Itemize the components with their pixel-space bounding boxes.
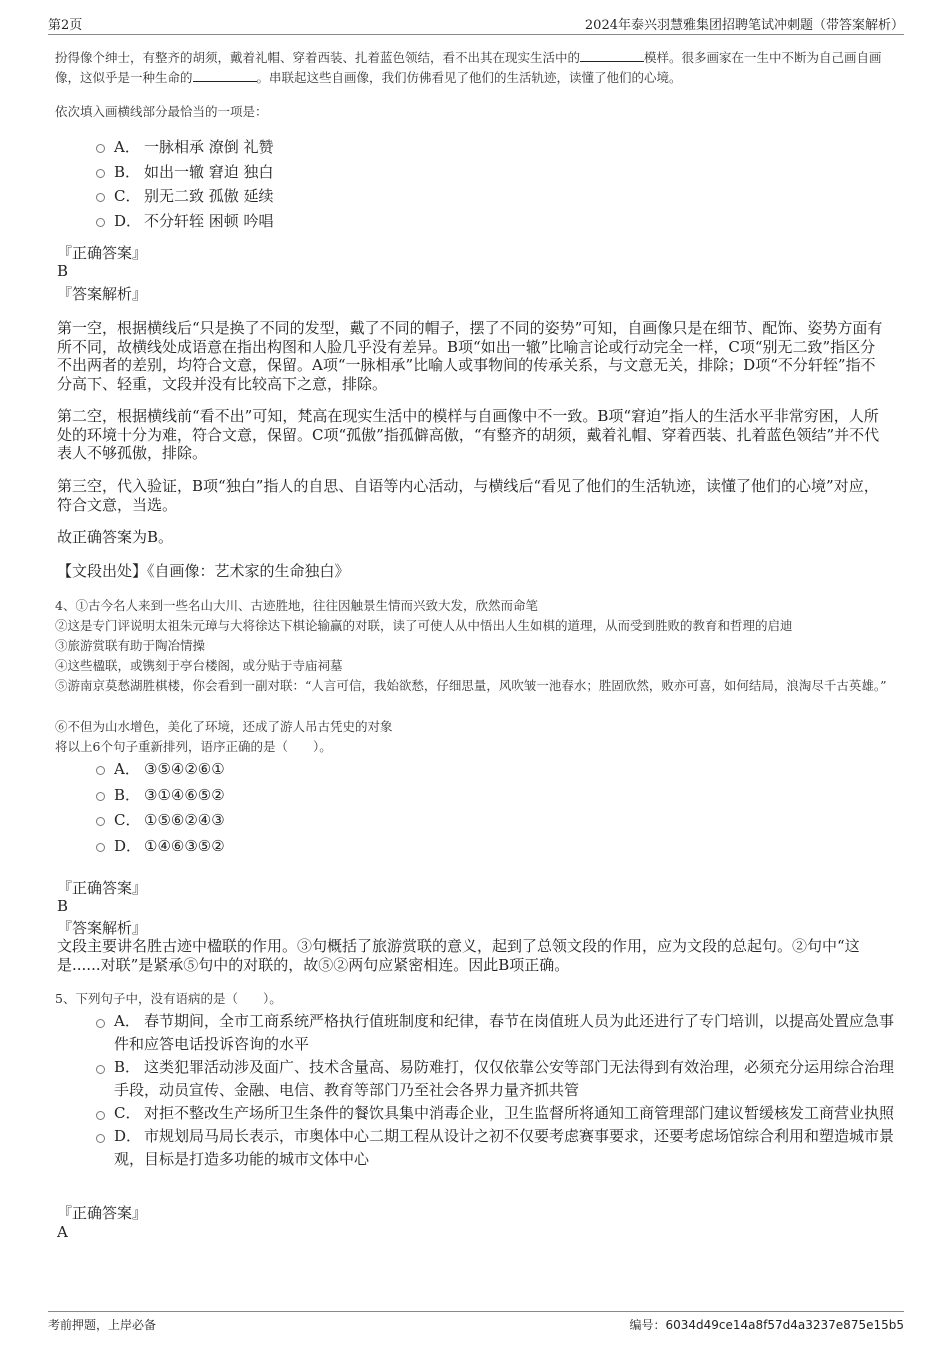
q4-options: [96, 757, 225, 859]
q4-line: ③旅游赏联有助于陶冶情操: [55, 638, 206, 653]
q4-line: ②这是专门评说明太祖朱元璋与大将徐达下棋论输赢的对联，读了可使人从中悟出人生如棋的道理，从而受到胜败的教育和哲理的启迪: [55, 618, 793, 633]
q4-answer-label: 『正确答案』: [57, 879, 148, 897]
q3-analysis-paragraph: 第一空，根据横线后“只是换了不同的发型，戴了不同的帽子，摆了不同的姿势”可知，自画像只是在细节、配饰、姿势方面有所不同，故横线处成语意在指出构图和人脸几乎没有差异。B项“如出一辙”比喻言论或行动完全一样，C项“别无二致”指区分不出两者的差别，均符合文意，保留。A项“一脉相承”比喻人或事物间的传承关系，与文意无关，排除；D项“不分轩轾”指不分高下、轻重，文段并没有比较高下之意，排除。: [57, 319, 883, 393]
option-letter: D．: [114, 836, 142, 855]
q3-analysis-paragraph: 故正确答案为B。: [57, 528, 174, 546]
option-text: 别无二致 孤傲 延续: [144, 187, 274, 205]
option-letter: C．: [114, 187, 141, 205]
q4-option-d[interactable]: [96, 834, 225, 860]
radio-icon[interactable]: [96, 1065, 105, 1074]
option-letter: D．: [114, 211, 142, 230]
page-footer: [48, 1311, 904, 1337]
page-header: [48, 14, 904, 35]
q3-option-c[interactable]: [96, 184, 274, 209]
q5-answer: A: [57, 1223, 68, 1241]
radio-icon[interactable]: [96, 843, 105, 852]
document-code-value: 6034d49ce14a8f57d4a3237e875e15b5: [665, 1318, 904, 1332]
q4-option-a[interactable]: [96, 757, 225, 783]
option-text: 对拒不整改生产场所卫生条件的餐饮具集中消毒企业，卫生监督所将通知工商管理部门建议暂缓核发工商营业执照: [144, 1104, 895, 1122]
q5-option-c[interactable]: [96, 1102, 904, 1125]
option-letter: B．: [114, 785, 141, 804]
q4-line: ④这些楹联，或镌刻于亭台楼阁，或分贴于寺庙祠墓: [55, 658, 343, 673]
option-text: ①⑤⑥②④③: [144, 811, 225, 829]
q4-option-c[interactable]: [96, 808, 225, 834]
q3-option-d[interactable]: [96, 209, 274, 234]
option-letter: B．: [114, 162, 141, 181]
q4-analysis-label: 『答案解析』: [57, 919, 148, 937]
q4-answer: B: [57, 897, 69, 915]
radio-icon[interactable]: [96, 766, 105, 775]
q3-analysis-paragraph: 第二空，根据横线前“看不出”可知，梵高在现实生活中的模样与自画像中不一致。B项“窘迫”指人的生活水平非常穷困，人所处的环境十分为难，符合文意，保留。C项“孤傲”指孤僻高傲，“有整齐的胡须，戴着礼帽、穿着西装、扎着蓝色领结”并不代表人不够孤傲，排除。: [57, 407, 880, 462]
option-text: ①④⑥③⑤②: [144, 836, 225, 855]
option-letter: B．: [114, 1058, 141, 1076]
q3-blank-2: [193, 69, 257, 82]
q4-analysis: 文段主要讲名胜古迹中楹联的作用。③句概括了旅游赏联的意义，起到了总领文段的作用，应为文段的总起句。②句中“这是......对联”是紧承⑤句中的对联的，故⑤②两句应紧密相连。因此B项正确。: [57, 937, 860, 974]
q3-passage-part-a: 扮得像个绅士，有整齐的胡须，戴着礼帽、穿着西装、扎着蓝色领结，看不出其在现实生活中的: [55, 50, 581, 65]
radio-icon[interactable]: [96, 218, 105, 227]
option-text: ③①④⑥⑤②: [144, 785, 225, 804]
q4-line: 4、①古今名人来到一些名山大川、古迹胜地，往往因触景生情而兴致大发，欣然而命笔: [55, 598, 538, 613]
option-letter: C．: [114, 811, 141, 829]
q3-answer: B: [57, 262, 69, 280]
radio-icon[interactable]: [96, 144, 105, 153]
option-text: 如出一辙 窘迫 独白: [144, 162, 274, 181]
q3-prompt: 依次填入画横线部分最恰当的一项是：: [55, 104, 268, 119]
option-letter: D．: [114, 1127, 142, 1145]
q5-stem: 5、下列句子中，没有语病的是（ ）。: [55, 991, 282, 1006]
option-text: 这类犯罪活动涉及面广、技术含量高、易防难打，仅仅依靠公安等部门无法得到有效治理，必须充分运用综合治理手段，动员宣传、金融、电信、教育等部门乃至社会各界力量齐抓共管: [114, 1058, 895, 1099]
footer-slogan: 考前押题，上岸必备: [48, 1318, 157, 1332]
radio-icon[interactable]: [96, 1134, 105, 1143]
q4-line: ⑤游南京莫愁湖胜棋楼，你会看到一副对联：“人言可信，我始欲愁，仔细思量，风吹皱一池春水；胜固欣然，败亦可喜，如何结局，浪淘尽千古英雄。”: [55, 678, 887, 693]
q5-answer-label: 『正确答案』: [57, 1204, 148, 1222]
q3-passage: [55, 48, 890, 88]
q5-option-d[interactable]: [96, 1125, 904, 1171]
page-number: 第2页: [48, 18, 83, 33]
q3-analysis-paragraph: 第三空，代入验证，B项“独白”指人的自思、自语等内心活动，与横线后“看见了他们的生活轨迹，读懂了他们的心境”对应，符合文意，当选。: [57, 477, 879, 514]
radio-icon[interactable]: [96, 817, 105, 826]
q3-option-b[interactable]: [96, 160, 274, 185]
document-code: [629, 1316, 904, 1333]
radio-icon[interactable]: [96, 1111, 105, 1120]
q3-passage-part-c: 。串联起这些自画像，我们仿佛看见了他们的生活轨迹，读懂了他们的心境。: [256, 70, 682, 85]
option-letter: C．: [114, 1104, 141, 1122]
q3-option-a[interactable]: [96, 135, 274, 160]
option-letter: A．: [114, 138, 140, 156]
q4-line: ⑥不但为山水增色，美化了环境，还成了游人吊古凭史的对象: [55, 719, 393, 734]
q3-analysis-label: 『答案解析』: [57, 285, 148, 303]
option-text: ③⑤④②⑥①: [144, 760, 225, 778]
option-letter: A．: [114, 1012, 140, 1030]
document-title: 2024年泰兴羽慧雅集团招聘笔试冲刺题（带答案解析）: [584, 18, 904, 33]
radio-icon[interactable]: [96, 1019, 105, 1028]
option-text: 春节期间，全市工商系统严格执行值班制度和纪律，春节在岗值班人员为此还进行了专门培训，以提高处置应急事件和应答电话投诉咨询的水平: [114, 1012, 895, 1053]
q5-option-a[interactable]: [96, 1010, 904, 1056]
option-text: 市规划局马局长表示，市奥体中心二期工程从设计之初不仅要考虑赛事要求，还要考虑场馆综合利用和塑造城市景观，目标是打造多功能的城市文体中心: [114, 1127, 895, 1168]
q4-stem: 将以上6个句子重新排列，语序正确的是（ ）。: [55, 739, 332, 754]
radio-icon[interactable]: [96, 792, 105, 801]
q5-options: [96, 1010, 904, 1171]
q4-option-b[interactable]: [96, 783, 225, 809]
option-letter: A．: [114, 760, 140, 778]
radio-icon[interactable]: [96, 193, 105, 202]
q5-option-b[interactable]: [96, 1056, 904, 1102]
q3-options: [96, 135, 274, 233]
document-code-label: 编号：: [629, 1318, 666, 1332]
radio-icon[interactable]: [96, 169, 105, 178]
q3-blank-1: [580, 49, 644, 62]
option-text: 一脉相承 潦倒 礼赞: [144, 138, 274, 156]
q3-passage-part-b: 模样。很多画家在一生中不断为自己画自画像，这似乎是一种生命的: [55, 50, 882, 85]
option-text: 不分轩轾 困顿 吟唱: [144, 211, 274, 230]
q3-answer-label: 『正确答案』: [57, 244, 148, 262]
q3-source: 【文段出处】《自画像：艺术家的生命独白》: [57, 562, 350, 580]
